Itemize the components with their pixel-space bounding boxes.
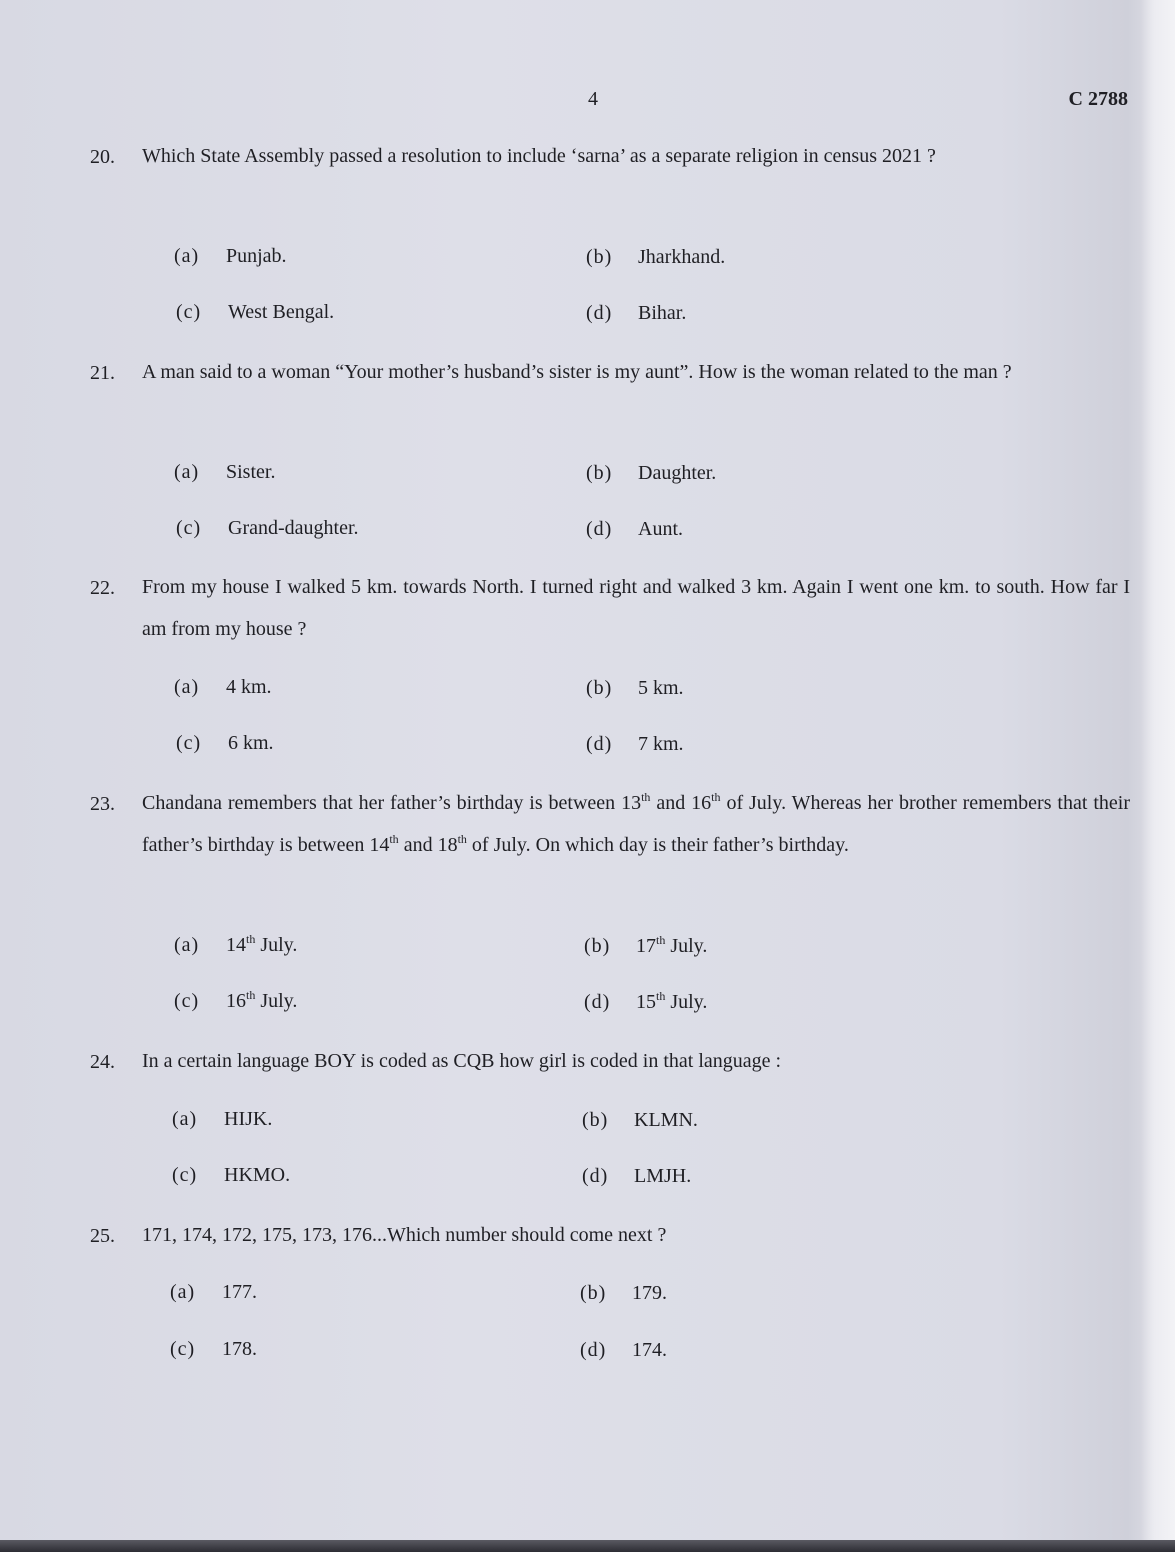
question-text: A man said to a woman “Your mother’s husband’s sister is my aunt”. How is the woman related to the man ? (142, 361, 1012, 383)
question-number: 25. (90, 1225, 115, 1247)
page-right-edge (1141, 0, 1175, 1552)
question-text: From my house I walked 5 km. towards North. I turned right and walked 3 km. Again I went one km. to south. How far I am from my house ? (142, 576, 1130, 640)
option-d: (d) 15th July. (584, 989, 708, 1013)
option-a: (a) 4 km. (174, 676, 272, 698)
page-number: 4 (588, 88, 598, 110)
question-number: 21. (90, 362, 115, 384)
option-c: (c) West Bengal. (176, 301, 335, 323)
option-d: (d) LMJH. (582, 1165, 692, 1187)
option-a: (a) 14th July. (174, 932, 298, 956)
option-a: (a) Sister. (174, 461, 276, 483)
option-c: (c) Grand-daughter. (176, 517, 359, 539)
question-text: Which State Assembly passed a resolution to include ‘sarna’ as a separate religion in census 2021 ? (142, 145, 936, 167)
option-a: (a) 177. (170, 1281, 257, 1303)
option-d: (d) Bihar. (586, 302, 687, 324)
question-number: 20. (90, 146, 115, 168)
paper-code: C 2788 (1068, 88, 1128, 110)
option-b: (b) Jharkhand. (586, 246, 726, 268)
option-d: (d) Aunt. (586, 518, 683, 540)
option-c: (c) 6 km. (176, 732, 274, 754)
option-b: (b) KLMN. (582, 1109, 698, 1131)
option-b: (b) 179. (580, 1282, 667, 1304)
option-a: (a) Punjab. (174, 245, 287, 267)
option-b: (b) Daughter. (586, 462, 717, 484)
question-text: Chandana remembers that her father’s birthday is between 13th and 16th of July. Whereas her brother remembers that their father’s birthday is between 14th and 18th of July. On which day is their father’s birthday. (142, 790, 1130, 856)
option-c: (c) 178. (170, 1338, 257, 1360)
page-bottom-edge (0, 1540, 1175, 1552)
question-text: 171, 174, 172, 175, 173, 176...Which number should come next ? (142, 1224, 667, 1246)
option-c: (c) 16th July. (174, 988, 298, 1012)
question-number: 24. (90, 1051, 115, 1073)
option-d: (d) 7 km. (586, 733, 684, 755)
option-d: (d) 174. (580, 1339, 667, 1361)
option-b: (b) 17th July. (584, 933, 708, 957)
question-number: 22. (90, 577, 115, 599)
option-b: (b) 5 km. (586, 677, 684, 699)
question-text: In a certain language BOY is coded as CQB how girl is coded in that language : (142, 1050, 782, 1072)
question-number: 23. (90, 793, 115, 815)
option-c: (c) HKMO. (172, 1164, 291, 1186)
option-a: (a) HIJK. (172, 1108, 273, 1130)
